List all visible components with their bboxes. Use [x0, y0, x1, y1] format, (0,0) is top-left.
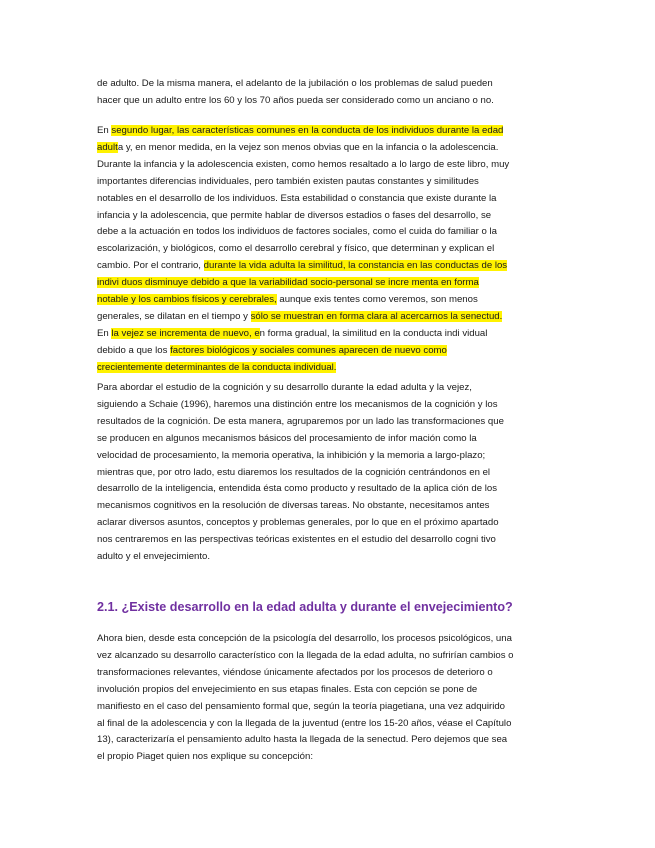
text-line: transformaciones relevantes, viéndose únicamente afectados por los procesos de deterioro o	[97, 666, 493, 678]
highlighted-text: durante la vida adulta la similitud, la constancia en las conductas de los	[203, 260, 508, 272]
text-line	[97, 309, 559, 326]
text-line	[97, 360, 559, 377]
text-run: debido a que los	[97, 344, 171, 356]
text-run: cambio. Por el contrario,	[97, 260, 204, 272]
text-line: nos centraremos en las perspectivas teóricas existentes en el estudio del desarrollo cogni tivo	[97, 534, 496, 546]
text-line: manifiesto en el caso del pensamiento formal que, según la teoría piagetiana, una vez adquirido	[97, 700, 505, 712]
text-line: Durante la infancia y la adolescencia existen, como hemos resaltado a lo largo de este libro, muy	[97, 158, 510, 170]
highlighted-text: segundo lugar, las características comunes en la conducta de los individuos durante la edad	[111, 125, 504, 136]
text-line: mientras que, por otro lado, estu diaremos los resultados de la cognición centrándonos en el	[97, 466, 491, 478]
text-line: involución propios del envejecimiento en sus etapas finales. Esta con cepción se pone de	[97, 683, 478, 695]
text-line: notables en el desarrollo de los individuos. Esta estabilidad o constancia que existe durante la	[97, 192, 497, 204]
text-line: escolarización, y biológicos, como el desarrollo cerebral y físico, que determinan y explican el	[97, 243, 495, 255]
highlighted-text: notable y los cambios físicos y cerebrales,	[97, 294, 277, 306]
text-line	[97, 326, 559, 343]
text-line: Para abordar el estudio de la cognición y su desarrollo durante la edad adulta y la vejez,	[97, 382, 472, 393]
highlighted-text: la vejez se incrementa de nuevo, e	[111, 327, 260, 339]
text-line: de adulto. De la misma manera, el adelanto de la jubilación o los problemas de salud pueden	[97, 78, 493, 89]
paragraph-2	[97, 123, 559, 377]
text-line: debe a la actuación en todos los individuos de factores sociales, como el cuida do familiar o la	[97, 226, 497, 238]
text-line: 13), caracterizaría el pensamiento adulto hasta la llegada de la senectud. Pero dejemos que sea	[97, 734, 508, 746]
text-run: En	[97, 327, 112, 339]
text-run: aunque exis tentes como veremos, son menos	[276, 294, 478, 306]
text-line	[97, 258, 559, 275]
text-line: velocidad de procesamiento, la memoria operativa, la inhibición y la memoria a largo-plazo;	[97, 449, 486, 461]
highlighted-text: adult	[97, 141, 118, 153]
highlighted-text: sólo se muestran en forma clara al acercarnos la senectud.	[250, 310, 503, 322]
highlighted-text: crecientemente determinantes de la conducta individual.	[97, 361, 337, 373]
text-line: mecanismos cognitivos en la resolución de diversas tareas. No obstante, necesitamos antes	[97, 500, 490, 512]
text-run: generales, se dilatan en el tiempo y	[97, 310, 251, 322]
text-line: hacer que un adulto entre los 60 y los 70 años pueda ser considerado como un anciano o no.	[97, 94, 494, 106]
text-run: n forma gradual, la similitud en la conducta indi vidual	[259, 327, 488, 339]
text-line: siguiendo a Schaie (1996), haremos una distinción entre los mecanismos de la cognición y los	[97, 398, 498, 410]
text-line: se producen en algunos mecanismos básicos del procesamiento de infor mación como la	[97, 432, 477, 444]
section-heading: 2.1. ¿Existe desarrollo en la edad adulta y durante el envejecimiento?	[97, 600, 513, 614]
text-line	[97, 292, 559, 309]
text-line: vez alcanzado su desarrollo característico con la llegada de la edad adulta, no sufrirían cambios o	[97, 649, 514, 661]
text-line	[97, 123, 559, 140]
text-run: En	[97, 125, 112, 136]
text-line: el propio Piaget quien nos explique su concepción:	[97, 751, 314, 763]
text-line: aclarar diversos asuntos, conceptos y problemas generales, por lo que en el próximo apartado	[97, 517, 499, 529]
text-line	[97, 343, 559, 360]
text-line: infancia y la adolescencia, que permite hablar de diversos estadios o fases del desarrollo, se	[97, 209, 492, 221]
highlighted-text: indivi duos disminuye debido a que la variabilidad socio-personal se incre menta en forma	[97, 277, 479, 289]
paragraph-3	[97, 380, 559, 566]
text-line: desarrollo de la inteligencia, entendida ésta como producto y resultado de la aplica ción de los	[97, 483, 497, 495]
paragraph-4	[97, 631, 559, 766]
text-line: Ahora bien, desde esta concepción de la psicología del desarrollo, los procesos psicológicos, una	[97, 633, 512, 644]
text-line: importantes diferencias individuales, pero también existen pautas constantes y similitudes	[97, 175, 479, 187]
highlighted-text: factores biológicos y sociales comunes aparecen de nuevo como	[170, 344, 447, 356]
text-line: resultados de la cognición. De esta manera, agruparemos por un lado las transformaciones que	[97, 415, 504, 427]
text-line: adulto y el envejecimiento.	[97, 551, 211, 563]
text-line	[97, 275, 559, 292]
paragraph-1	[97, 76, 559, 110]
text-line: al final de la adolescencia y con la llegada de la juventud (entre los 15-20 años, véase el Capítulo	[97, 717, 512, 729]
text-run: a y, en menor medida, en la vejez son menos obvias que en la infancia o la adolescencia.	[117, 141, 499, 153]
text-line	[97, 140, 559, 157]
